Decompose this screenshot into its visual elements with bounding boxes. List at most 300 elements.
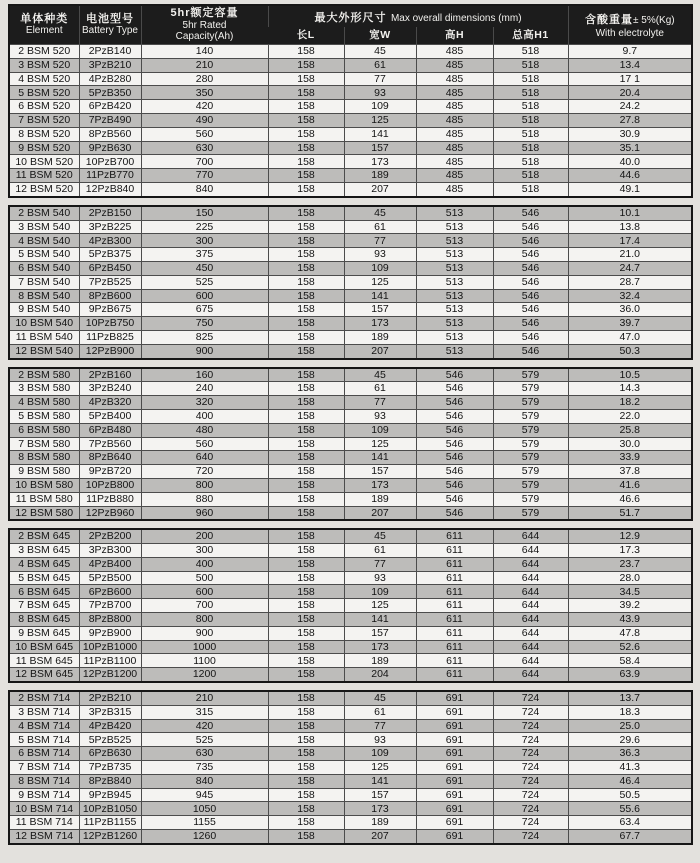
cell-length: 158 (268, 155, 344, 169)
cell-weight: 14.3 (568, 382, 692, 396)
cell-length: 158 (268, 478, 344, 492)
cell-element: 7 BSM 580 (9, 437, 79, 451)
cell-element: 5 BSM 520 (9, 86, 79, 100)
cell-length: 158 (268, 571, 344, 585)
cell-total-height: 579 (493, 423, 568, 437)
cell-battery-type: 6PzB420 (79, 100, 141, 114)
cell-capacity: 210 (141, 58, 268, 72)
cell-length: 158 (268, 437, 344, 451)
cell-length: 158 (268, 261, 344, 275)
cell-element: 4 BSM 645 (9, 557, 79, 571)
cell-length: 158 (268, 396, 344, 410)
cell-capacity: 1100 (141, 654, 268, 668)
table-row (9, 303, 692, 317)
cell-capacity: 700 (141, 155, 268, 169)
table-row (9, 830, 692, 844)
cell-height: 485 (416, 127, 493, 141)
cell-battery-type: 7PzB700 (79, 599, 141, 613)
cell-length: 158 (268, 733, 344, 747)
cell-length: 158 (268, 141, 344, 155)
cell-total-height: 724 (493, 691, 568, 705)
cell-capacity: 880 (141, 492, 268, 506)
table-row (9, 774, 692, 788)
cell-width: 141 (344, 774, 416, 788)
cell-length: 158 (268, 465, 344, 479)
cell-element: 8 BSM 540 (9, 289, 79, 303)
cell-total-height: 518 (493, 169, 568, 183)
cell-height: 691 (416, 705, 493, 719)
cell-weight: 17 1 (568, 72, 692, 86)
cell-battery-type: 10PzB750 (79, 317, 141, 331)
cell-length: 158 (268, 544, 344, 558)
cell-weight: 28.0 (568, 571, 692, 585)
cell-weight: 34.5 (568, 585, 692, 599)
cell-height: 485 (416, 72, 493, 86)
cell-battery-type: 2PzB160 (79, 368, 141, 382)
cell-capacity: 300 (141, 234, 268, 248)
cell-battery-type: 11PzB880 (79, 492, 141, 506)
cell-capacity: 825 (141, 330, 268, 344)
cell-capacity: 700 (141, 599, 268, 613)
cell-capacity: 800 (141, 478, 268, 492)
cell-height: 513 (416, 344, 493, 358)
cell-height: 546 (416, 368, 493, 382)
cell-width: 141 (344, 613, 416, 627)
cell-width: 93 (344, 409, 416, 423)
table-row (9, 691, 692, 705)
table-row (9, 571, 692, 585)
table-row (9, 248, 692, 262)
cell-width: 125 (344, 437, 416, 451)
cell-height: 546 (416, 423, 493, 437)
cell-battery-type: 12PzB840 (79, 182, 141, 196)
cell-total-height: 724 (493, 719, 568, 733)
cell-battery-type: 2PzB140 (79, 45, 141, 59)
cell-weight: 13.4 (568, 58, 692, 72)
table-row (9, 182, 692, 196)
cell-length: 158 (268, 654, 344, 668)
cell-width: 157 (344, 141, 416, 155)
cell-capacity: 225 (141, 220, 268, 234)
table-row (9, 733, 692, 747)
cell-width: 45 (344, 206, 416, 220)
cell-weight: 35.1 (568, 141, 692, 155)
cell-capacity: 210 (141, 691, 268, 705)
cell-weight: 29.6 (568, 733, 692, 747)
cell-width: 77 (344, 719, 416, 733)
table-row (9, 465, 692, 479)
cell-width: 93 (344, 248, 416, 262)
cell-length: 158 (268, 409, 344, 423)
cell-element: 12 BSM 540 (9, 344, 79, 358)
cell-weight: 22.0 (568, 409, 692, 423)
cell-height: 485 (416, 141, 493, 155)
cell-total-height: 579 (493, 506, 568, 520)
cell-total-height: 644 (493, 571, 568, 585)
cell-length: 158 (268, 626, 344, 640)
cell-total-height: 518 (493, 45, 568, 59)
table-row (9, 141, 692, 155)
cell-battery-type: 4PzB320 (79, 396, 141, 410)
cell-weight: 23.7 (568, 557, 692, 571)
cell-width: 189 (344, 492, 416, 506)
cell-element: 2 BSM 714 (9, 691, 79, 705)
cell-element: 2 BSM 645 (9, 529, 79, 543)
cell-width: 157 (344, 465, 416, 479)
cell-length: 158 (268, 506, 344, 520)
cell-element: 10 BSM 645 (9, 640, 79, 654)
col-header-dimensions-en: Max overall dimensions (mm) (390, 13, 522, 24)
col-header-element-en: Element (25, 25, 63, 37)
cell-length: 158 (268, 668, 344, 682)
cell-height: 546 (416, 382, 493, 396)
cell-capacity: 300 (141, 544, 268, 558)
cell-total-height: 546 (493, 206, 568, 220)
cell-weight: 18.2 (568, 396, 692, 410)
cell-battery-type: 7PzB490 (79, 113, 141, 127)
cell-total-height: 644 (493, 626, 568, 640)
cell-height: 485 (416, 169, 493, 183)
cell-battery-type: 4PzB400 (79, 557, 141, 571)
cell-capacity: 600 (141, 289, 268, 303)
cell-total-height: 644 (493, 585, 568, 599)
cell-width: 141 (344, 289, 416, 303)
cell-width: 125 (344, 599, 416, 613)
col-header-dimensions (268, 5, 568, 27)
cell-height: 513 (416, 248, 493, 262)
cell-capacity: 1200 (141, 668, 268, 682)
cell-length: 158 (268, 45, 344, 59)
cell-height: 691 (416, 788, 493, 802)
cell-weight: 25.8 (568, 423, 692, 437)
cell-length: 158 (268, 127, 344, 141)
cell-length: 158 (268, 58, 344, 72)
cell-length: 158 (268, 816, 344, 830)
cell-capacity: 840 (141, 774, 268, 788)
cell-height: 611 (416, 585, 493, 599)
cell-total-height: 644 (493, 529, 568, 543)
table-row (9, 220, 692, 234)
cell-total-height: 579 (493, 465, 568, 479)
cell-capacity: 420 (141, 100, 268, 114)
cell-length: 158 (268, 234, 344, 248)
cell-length: 158 (268, 802, 344, 816)
cell-weight: 24.7 (568, 261, 692, 275)
cell-weight: 52.6 (568, 640, 692, 654)
cell-height: 611 (416, 613, 493, 627)
cell-weight: 47.0 (568, 330, 692, 344)
cell-length: 158 (268, 761, 344, 775)
cell-battery-type: 11PzB825 (79, 330, 141, 344)
cell-weight: 36.3 (568, 747, 692, 761)
cell-length: 158 (268, 557, 344, 571)
cell-height: 485 (416, 155, 493, 169)
cell-total-height: 518 (493, 72, 568, 86)
cell-battery-type: 9PzB900 (79, 626, 141, 640)
cell-width: 109 (344, 100, 416, 114)
cell-total-height: 579 (493, 451, 568, 465)
cell-capacity: 800 (141, 613, 268, 627)
table-header (9, 5, 692, 45)
cell-length: 158 (268, 344, 344, 358)
cell-battery-type: 2PzB150 (79, 206, 141, 220)
cell-battery-type: 4PzB420 (79, 719, 141, 733)
table-row (9, 816, 692, 830)
cell-capacity: 945 (141, 788, 268, 802)
cell-height: 513 (416, 330, 493, 344)
cell-total-height: 546 (493, 261, 568, 275)
cell-width: 157 (344, 626, 416, 640)
table-row (9, 626, 692, 640)
cell-width: 93 (344, 733, 416, 747)
cell-capacity: 560 (141, 127, 268, 141)
cell-total-height: 518 (493, 86, 568, 100)
cell-total-height: 724 (493, 774, 568, 788)
cell-total-height: 546 (493, 275, 568, 289)
table-row (9, 113, 692, 127)
cell-weight: 67.7 (568, 830, 692, 844)
cell-weight: 63.4 (568, 816, 692, 830)
table-row (9, 234, 692, 248)
table-row (9, 654, 692, 668)
cell-element: 5 BSM 540 (9, 248, 79, 262)
cell-length: 158 (268, 830, 344, 844)
cell-element: 6 BSM 580 (9, 423, 79, 437)
cell-element: 11 BSM 520 (9, 169, 79, 183)
cell-height: 611 (416, 544, 493, 558)
table-row (9, 585, 692, 599)
col-header-capacity-en1: 5hr Rated (182, 19, 227, 31)
cell-element: 12 BSM 645 (9, 668, 79, 682)
cell-weight: 33.9 (568, 451, 692, 465)
table-row (9, 155, 692, 169)
cell-capacity: 640 (141, 451, 268, 465)
cell-element: 8 BSM 520 (9, 127, 79, 141)
cell-height: 485 (416, 100, 493, 114)
table-row (9, 544, 692, 558)
table-row (9, 396, 692, 410)
cell-element: 9 BSM 520 (9, 141, 79, 155)
cell-element: 10 BSM 580 (9, 478, 79, 492)
cell-height: 485 (416, 58, 493, 72)
cell-height: 546 (416, 478, 493, 492)
cell-height: 611 (416, 599, 493, 613)
cell-weight: 17.3 (568, 544, 692, 558)
cell-battery-type: 8PzB840 (79, 774, 141, 788)
cell-element: 3 BSM 540 (9, 220, 79, 234)
cell-battery-type: 3PzB300 (79, 544, 141, 558)
cell-height: 691 (416, 719, 493, 733)
cell-weight: 49.1 (568, 182, 692, 196)
cell-height: 485 (416, 182, 493, 196)
cell-element: 12 BSM 520 (9, 182, 79, 196)
cell-capacity: 150 (141, 206, 268, 220)
spec-table-section-bsm540 (8, 205, 693, 360)
cell-capacity: 420 (141, 719, 268, 733)
cell-height: 513 (416, 275, 493, 289)
table-row (9, 761, 692, 775)
cell-width: 189 (344, 169, 416, 183)
cell-battery-type: 5PzB350 (79, 86, 141, 100)
cell-length: 158 (268, 382, 344, 396)
cell-battery-type: 12PzB900 (79, 344, 141, 358)
cell-height: 691 (416, 816, 493, 830)
cell-weight: 39.2 (568, 599, 692, 613)
table-row (9, 330, 692, 344)
cell-total-height: 579 (493, 368, 568, 382)
cell-capacity: 560 (141, 437, 268, 451)
col-header-capacity-en2: Capacity(Ah) (175, 30, 234, 42)
cell-length: 158 (268, 599, 344, 613)
cell-length: 158 (268, 317, 344, 331)
table-row (9, 613, 692, 627)
table-row (9, 275, 692, 289)
cell-element: 8 BSM 645 (9, 613, 79, 627)
cell-element: 9 BSM 714 (9, 788, 79, 802)
cell-width: 207 (344, 344, 416, 358)
cell-weight: 20.4 (568, 86, 692, 100)
cell-total-height: 579 (493, 478, 568, 492)
col-header-capacity-zh: 5hr额定容量 (170, 7, 239, 20)
cell-element: 12 BSM 714 (9, 830, 79, 844)
cell-height: 546 (416, 465, 493, 479)
cell-total-height: 518 (493, 58, 568, 72)
cell-battery-type: 3PzB240 (79, 382, 141, 396)
cell-width: 173 (344, 478, 416, 492)
cell-height: 546 (416, 492, 493, 506)
table-row (9, 317, 692, 331)
cell-weight: 41.3 (568, 761, 692, 775)
cell-width: 61 (344, 705, 416, 719)
table-row (9, 261, 692, 275)
cell-height: 691 (416, 774, 493, 788)
cell-battery-type: 7PzB560 (79, 437, 141, 451)
cell-battery-type: 11PzB1155 (79, 816, 141, 830)
cell-battery-type: 5PzB400 (79, 409, 141, 423)
cell-weight: 63.9 (568, 668, 692, 682)
cell-capacity: 900 (141, 344, 268, 358)
cell-length: 158 (268, 368, 344, 382)
col-header-capacity (141, 5, 268, 45)
col-header-weight-en: With electrolyte (595, 28, 664, 39)
cell-height: 691 (416, 747, 493, 761)
table-row (9, 72, 692, 86)
cell-total-height: 724 (493, 802, 568, 816)
cell-element: 7 BSM 714 (9, 761, 79, 775)
cell-battery-type: 7PzB735 (79, 761, 141, 775)
cell-total-height: 518 (493, 155, 568, 169)
cell-capacity: 525 (141, 733, 268, 747)
table-row (9, 423, 692, 437)
cell-element: 6 BSM 520 (9, 100, 79, 114)
cell-capacity: 675 (141, 303, 268, 317)
table-row (9, 58, 692, 72)
cell-total-height: 724 (493, 761, 568, 775)
cell-height: 611 (416, 654, 493, 668)
cell-element: 7 BSM 540 (9, 275, 79, 289)
cell-element: 3 BSM 714 (9, 705, 79, 719)
cell-length: 158 (268, 774, 344, 788)
cell-weight: 9.7 (568, 45, 692, 59)
col-header-height: 高H (416, 27, 493, 45)
cell-width: 109 (344, 585, 416, 599)
cell-battery-type: 6PzB450 (79, 261, 141, 275)
cell-capacity: 600 (141, 585, 268, 599)
cell-element: 2 BSM 580 (9, 368, 79, 382)
cell-height: 546 (416, 506, 493, 520)
col-header-weight-line1: 含酸重量± 5%(Kg) (584, 14, 675, 26)
cell-height: 546 (416, 409, 493, 423)
cell-height: 546 (416, 437, 493, 451)
cell-element: 3 BSM 645 (9, 544, 79, 558)
cell-element: 9 BSM 645 (9, 626, 79, 640)
cell-capacity: 490 (141, 113, 268, 127)
cell-height: 513 (416, 303, 493, 317)
cell-width: 125 (344, 113, 416, 127)
cell-weight: 40.0 (568, 155, 692, 169)
table-row (9, 599, 692, 613)
cell-total-height: 579 (493, 382, 568, 396)
cell-weight: 47.8 (568, 626, 692, 640)
cell-weight: 51.7 (568, 506, 692, 520)
table-row (9, 437, 692, 451)
cell-length: 158 (268, 691, 344, 705)
cell-element: 7 BSM 645 (9, 599, 79, 613)
cell-height: 691 (416, 802, 493, 816)
cell-battery-type: 8PzB640 (79, 451, 141, 465)
cell-weight: 10.1 (568, 206, 692, 220)
cell-element: 6 BSM 540 (9, 261, 79, 275)
cell-battery-type: 9PzB720 (79, 465, 141, 479)
cell-battery-type: 9PzB945 (79, 788, 141, 802)
cell-weight: 13.8 (568, 220, 692, 234)
cell-width: 141 (344, 451, 416, 465)
cell-length: 158 (268, 451, 344, 465)
cell-capacity: 400 (141, 557, 268, 571)
table-row (9, 169, 692, 183)
cell-height: 513 (416, 234, 493, 248)
cell-capacity: 1260 (141, 830, 268, 844)
cell-weight: 44.6 (568, 169, 692, 183)
cell-battery-type: 4PzB300 (79, 234, 141, 248)
cell-length: 158 (268, 613, 344, 627)
cell-weight: 39.7 (568, 317, 692, 331)
cell-battery-type: 5PzB500 (79, 571, 141, 585)
cell-battery-type: 8PzB560 (79, 127, 141, 141)
cell-battery-type: 9PzB630 (79, 141, 141, 155)
cell-total-height: 724 (493, 830, 568, 844)
cell-width: 189 (344, 330, 416, 344)
cell-weight: 43.9 (568, 613, 692, 627)
cell-weight: 37.8 (568, 465, 692, 479)
table-body-bsm580 (9, 368, 692, 521)
cell-battery-type: 8PzB800 (79, 613, 141, 627)
cell-width: 204 (344, 668, 416, 682)
table-row (9, 492, 692, 506)
col-header-battery-type-en: Battery Type (82, 25, 138, 37)
cell-capacity: 735 (141, 761, 268, 775)
cell-width: 61 (344, 58, 416, 72)
table-row (9, 409, 692, 423)
cell-element: 3 BSM 520 (9, 58, 79, 72)
cell-element: 10 BSM 540 (9, 317, 79, 331)
cell-total-height: 546 (493, 344, 568, 358)
cell-total-height: 724 (493, 788, 568, 802)
cell-height: 611 (416, 571, 493, 585)
cell-total-height: 518 (493, 113, 568, 127)
cell-width: 207 (344, 506, 416, 520)
cell-width: 45 (344, 529, 416, 543)
